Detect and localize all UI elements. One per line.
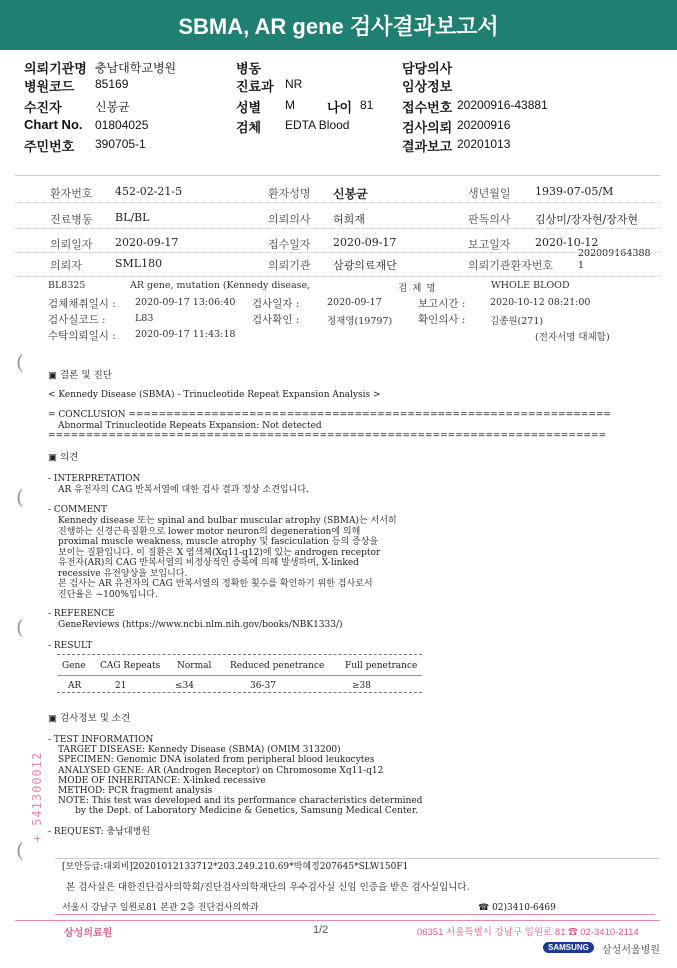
security-line: [보안등급:대외비]20201012133712*203.249.210.69*박혜정207645*SLW150F1: [62, 862, 409, 872]
report-value: 삼광의료재단: [333, 259, 397, 272]
row-divider: [15, 175, 660, 176]
report-value: 김상미/장자현/장자현: [535, 213, 639, 226]
header-label: 검사의뢰: [402, 120, 453, 135]
sample-label: 검사일자 :: [252, 298, 300, 310]
request-line: - REQUEST: 충남대병원: [48, 827, 150, 837]
comment-line: 진행하는 신경근육질환으로 lower motor neuron의 degeneration에 의해: [58, 526, 361, 537]
sample-label: 검사실코드 :: [48, 314, 106, 326]
conclusion-text: Abnormal Trinucleotide Repeats Expansion: Not detected: [58, 421, 322, 431]
page-number: 1/2: [313, 924, 329, 936]
report-label: 의뢰의사: [268, 213, 311, 226]
result-cell: ≤34: [175, 681, 194, 691]
comment-line: 유전자(AR)의 CAG 반복서열의 비정상적인 증폭에 의해 발생하며, X-linked: [58, 558, 359, 568]
result-table-rule: [57, 675, 422, 676]
header-label: 의뢰기관명: [24, 61, 87, 76]
side-code: + 541300012: [30, 751, 45, 843]
report-label: 의뢰자: [50, 259, 82, 272]
report-label: 환자번호: [50, 187, 93, 200]
binder-mark: (: [16, 350, 24, 374]
row-divider: [15, 252, 660, 253]
comment-line: recessive 유전양상을 보입니다.: [58, 568, 188, 579]
header-label: 검체: [236, 120, 262, 135]
report-label: 의뢰기관환자번호: [468, 259, 554, 272]
report-label: 의뢰일자: [50, 238, 93, 251]
report-value: 452-02-21-5: [115, 185, 183, 198]
sample-label: 검사확인 :: [252, 314, 300, 326]
result-cell: AR: [68, 681, 82, 691]
header-value: 충남대학교병원: [95, 61, 177, 75]
section-heading: ▣ 결론 및 진단: [48, 370, 112, 381]
result-column-header: Normal: [177, 661, 212, 671]
test-info-line: NOTE: This test was developed and its performance characteristics determined: [58, 796, 423, 807]
header-label: 수진자: [24, 100, 62, 115]
header-value: 20201013: [457, 137, 511, 151]
sample-value: 정재영(19797): [327, 316, 393, 327]
test-info-line: ANALYSED GENE: AR (Androgen Receptor) on Chromosome Xq11-q12: [58, 765, 384, 776]
header-value: NR: [285, 77, 303, 91]
sample-value: 2020-09-17: [327, 297, 382, 308]
report-value: 2020-09-17: [333, 236, 397, 249]
comment-line: 본 검사는 AR 유전자의 CAG 반복서열의 정확한 횟수를 확인하기 위한 검사로서: [58, 579, 373, 589]
reference-text: GeneReviews (https://www.ncbi.nlm.nih.gov/books/NBK1333/): [58, 620, 343, 630]
header-label: Chart No.: [24, 117, 83, 132]
row-divider: [15, 276, 660, 277]
test-info-line: TARGET DISEASE: Kennedy Disease (SBMA) (OMIM 313200): [58, 745, 341, 756]
result-column-header: CAG Repeats: [100, 661, 161, 671]
sample-value: 2020-10-12 08:21:00: [490, 297, 591, 308]
sample-value: L83: [135, 313, 154, 324]
header-value: EDTA Blood: [285, 118, 350, 132]
samsung-logo-text: SAMSUNG: [548, 943, 589, 952]
header-value: 01804025: [95, 118, 149, 132]
test-info-line: - TEST INFORMATION: [48, 735, 154, 745]
interpretation-text: AR 유전자의 CAG 반복서열에 대한 검사 결과 정상 소견입니다.: [58, 485, 309, 495]
header-value: 신봉균: [95, 100, 130, 114]
section-heading: ▣ 검사정보 및 소견: [48, 713, 131, 724]
signature-note: (전자서명 대체함): [535, 332, 610, 343]
report-value: SML180: [115, 257, 163, 270]
footer-address: 06351 서울특별시 강남구 일원로 81 ☎ 02-3410-2114: [417, 927, 639, 938]
analysis-title: < Kennedy Disease (SBMA) - Trinucleotide Repeat Expansion Analysis >: [48, 390, 381, 400]
section-heading: ▣ 의견: [48, 452, 79, 463]
report-label: 판독의사: [468, 213, 511, 226]
test-code: BL8325: [48, 280, 86, 291]
certification-note: 본 검사실은 대한진단검사의학회/진단검사의학재단의 우수검사실 신임 인증을 받은 검사실입니다.: [66, 882, 470, 893]
row-divider: [15, 202, 660, 203]
header-label: 병원코드: [24, 79, 75, 94]
report-label: 환자성명: [268, 187, 311, 200]
conclusion-heading: = CONCLUSION ================================================================: [48, 410, 611, 420]
report-title: SBMA, AR gene 검사결과보고서: [178, 14, 499, 39]
header-value: 20200916: [457, 118, 511, 132]
interpretation-heading: - INTERPRETATION: [48, 474, 141, 484]
sample-label: 보고시간 :: [418, 298, 466, 310]
samsung-logo: [543, 942, 594, 953]
address-underline: [55, 914, 655, 915]
test-info-line: METHOD: PCR fragment analysis: [58, 786, 213, 796]
header-label: 접수번호: [402, 100, 453, 115]
report-value: 202009164388 1: [578, 248, 651, 271]
comment-line: proximal muscle weakness, muscle atrophy 및 fasciculation 등의 증상을: [58, 537, 379, 547]
sample-value: 2020-09-17 11:43:18: [135, 329, 236, 340]
result-column-header: Reduced penetrance: [230, 661, 325, 671]
binder-mark: (: [16, 838, 24, 862]
report-label: 진료병동: [50, 213, 93, 226]
report-value: 허희재: [333, 213, 365, 226]
result-heading: - RESULT: [48, 641, 93, 651]
sample-label: 검체채취일시 :: [48, 298, 116, 310]
header-label: 담당의사: [402, 61, 453, 76]
result-table-rule: [57, 654, 422, 655]
comment-line: Kennedy disease 또는 spinal and bulbar muscular atrophy (SBMA)는 서서히: [58, 516, 397, 526]
result-cell: 36-37: [250, 681, 276, 691]
result-column-header: Gene: [62, 661, 86, 671]
result-cell: ≥38: [352, 681, 371, 691]
comment-line: 진단율은 ~100%입니다.: [58, 589, 158, 600]
sample-label: 수탁의뢰일시 :: [48, 330, 116, 342]
footer-divider: [15, 920, 660, 921]
lab-phone: ☎ 02)3410-6469: [478, 903, 556, 913]
header-value: 20200916-43881: [457, 98, 548, 112]
test-info-line: MODE OF INHERITANCE: X-linked recessive: [58, 775, 266, 786]
header-value: M: [285, 98, 295, 112]
footer-left: 삼성의료원: [64, 928, 113, 939]
sample-value: 2020-09-17 13:06:40: [135, 297, 236, 308]
report-label: 의뢰기관: [268, 259, 311, 272]
header-value: 85169: [95, 77, 129, 91]
hospital-brand: 삼성서울병원: [602, 945, 660, 956]
age-label: 나이: [327, 100, 353, 115]
header-label: 진료과: [236, 79, 274, 94]
header-label: 병동: [236, 61, 262, 76]
report-value: 신봉균: [333, 187, 368, 201]
comment-heading: - COMMENT: [48, 505, 108, 515]
reference-heading: - REFERENCE: [48, 609, 115, 619]
equals-line: ==========================================================================: [48, 431, 607, 441]
age-value: 81: [360, 98, 374, 112]
comment-line: 보이는 질환입니다. 이 질환은 X 염색체(Xq11-q12)에 있는 androgen receptor: [58, 547, 381, 558]
header-label: 결과보고: [402, 139, 453, 154]
test-name: AR gene, mutation (Kennedy disease,: [130, 280, 311, 291]
header-label: 임상정보: [402, 79, 453, 94]
security-divider: [55, 858, 660, 859]
binder-mark: (: [16, 615, 24, 639]
result-column-header: Full penetrance: [345, 661, 418, 671]
report-value: 1939-07-05/M: [535, 185, 614, 198]
result-cell: 21: [115, 681, 127, 691]
test-info-line: SPECIMEN: Genomic DNA isolated from peripheral blood leukocytes: [58, 755, 375, 766]
report-label: 접수일자: [268, 238, 311, 251]
sample-value: 김종원(271): [490, 316, 544, 327]
header-value: 390705-1: [95, 137, 146, 151]
specimen-value: WHOLE BLOOD: [491, 280, 570, 291]
binder-mark: (: [16, 485, 24, 509]
report-label: 생년월일: [468, 187, 511, 200]
test-info-line: by the Dept. of Laboratory Medicine & Genetics, Samsung Medical Center.: [58, 806, 419, 817]
report-label: 보고일자: [468, 238, 511, 251]
row-divider: [15, 228, 660, 229]
title-bar: [0, 0, 677, 50]
specimen-label: 검 체 명: [398, 283, 437, 294]
header-label: 성별: [236, 100, 262, 115]
report-value: BL/BL: [115, 211, 150, 224]
sample-label: 확인의사 :: [418, 314, 466, 326]
lab-address: 서울시 강남구 일원로81 본관 2층 진단검사의학과: [62, 903, 259, 913]
report-value: 2020-09-17: [115, 236, 179, 249]
report-value: 2020-10-12: [535, 236, 599, 249]
header-label: 주민번호: [24, 139, 75, 154]
